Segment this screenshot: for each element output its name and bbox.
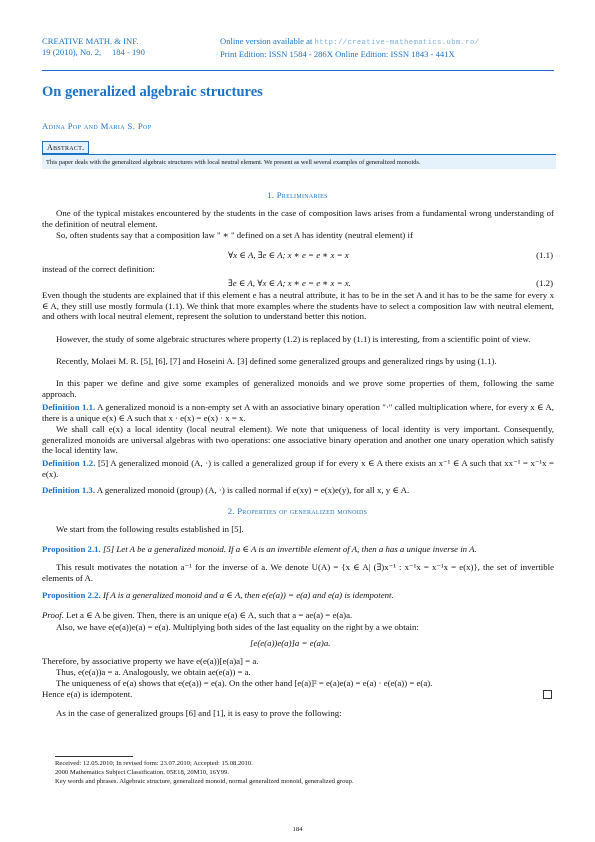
proposition-text: If A is a generalized monoid and a ∈ A, then e(e(a)) = e(a) and e(a) is idempotent. bbox=[102, 590, 394, 600]
abstract-text: This paper deals with the generalized algebraic structures with local neutral element. We present as well several examples of generalized monoids. bbox=[42, 154, 556, 169]
online-label: Online version available at bbox=[220, 36, 313, 46]
proof-line bbox=[42, 610, 554, 621]
paragraph: One of the typical mistakes encountered by the students in the case of composition laws arises from a fundamental wrong understanding of the definition of neutral element. bbox=[42, 208, 554, 229]
definition-text: A generalized monoid is a non-empty set A with an associative binary operation "·" called multiplication where, for every x ∈ A, there is a unique e(x) ∈ A such that x · e(x) = e(x) · x = x. bbox=[42, 402, 554, 423]
proposition-label: Proposition 2.1. bbox=[42, 544, 101, 554]
definition-text: A generalized monoid (group) (A, ·) is called normal if e(xy) = e(x)e(y), for all x, y ∈ A. bbox=[96, 485, 410, 495]
definition-label: Definition 1.1. bbox=[42, 402, 96, 412]
footnote-rule bbox=[55, 756, 133, 757]
journal-info bbox=[42, 36, 222, 58]
footnote-msc: 2000 Mathematics Subject Classification. 05E18, 20M10, 16Y99. bbox=[55, 769, 229, 776]
online-url-link[interactable]: http://creative-mathematics.ubm.ro/ bbox=[314, 39, 480, 47]
paragraph: This result motivates the notation a⁻¹ for the inverse of a. We denote U(A) = {x ∈ A| (∃)x⁻¹ : x⁻¹x = x⁻¹x = e(x)}, the set of invertible elements of A. bbox=[42, 562, 554, 583]
page-number: 184 bbox=[292, 826, 303, 833]
paragraph: We start from the following results established in [5]. bbox=[56, 524, 244, 534]
authors: Adina Pop and Maria S. Pop bbox=[42, 121, 152, 131]
section-heading-properties: 2. Properties of generalized monoids bbox=[227, 506, 368, 516]
section-heading-preliminaries: 1. Preliminaries bbox=[267, 190, 328, 200]
journal-header bbox=[42, 36, 554, 71]
proof-line: Also, we have e(e(a))e(a) = e(a). Multiplying both sides of the last equality on the right by a we obtain: bbox=[56, 622, 419, 632]
equation-number: (1.2) bbox=[536, 278, 553, 288]
proof-line: Therefore, by associative property we have e(e(a))[e(a)a] = a. bbox=[42, 656, 259, 666]
proof-text: Let a ∈ A be given. Then, there is an unique e(a) ∈ A, such that a = ae(a) = e(a)a. bbox=[66, 610, 353, 620]
paragraph: As in the case of generalized groups [6] and [1], it is easy to prove the following: bbox=[56, 708, 342, 718]
paragraph: So, often students say that a composition law " ∗ " defined on a set A has identity (neutral element) if bbox=[56, 230, 413, 240]
equation-1-2: ∃e ∈ A, ∀x ∈ A; x ∗ e = e ∗ x = x. bbox=[228, 278, 351, 288]
proof-label: Proof. bbox=[42, 610, 64, 620]
equation-1-1: ∀x ∈ A, ∃e ∈ A; x ∗ e = e ∗ x = x bbox=[228, 250, 349, 260]
proposition-text: [5] Let A be a generalized monoid. If a ∈ A is an invertible element of A, then a has a unique inverse in A. bbox=[102, 544, 477, 554]
journal-name: CREATIVE MATH. & INF. bbox=[42, 36, 139, 46]
proof-line: Hence e(a) is idempotent. bbox=[42, 689, 133, 699]
abstract-label: Abstract. bbox=[42, 141, 89, 154]
proposition-2-1 bbox=[42, 544, 554, 555]
paragraph: However, the study of some algebraic structures where property (1.2) is replaced by (1.1) is interesting, from a scientific point of view. bbox=[56, 334, 531, 344]
proof-line: The uniqueness of e(a) shows that e(e(a)) = e(a). On the other hand [e(a)]² = e(a)e(a) = e(a) · e(e(a)) = e(a). bbox=[56, 678, 433, 688]
definition-label: Definition 1.2. bbox=[42, 458, 96, 468]
edition-info bbox=[220, 36, 560, 60]
print-edition: Print Edition: ISSN 1584 - 286X Online Edition: ISSN 1843 - 441X bbox=[220, 49, 455, 59]
footnote-keywords: Key words and phrases. Algebraic structure, generalized monoid, normal generalized monoid, generalized group. bbox=[55, 778, 354, 785]
proposition-label: Proposition 2.2. bbox=[42, 590, 101, 600]
paragraph: We shall call e(x) a local identity (local neutral element). We note that uniqueness of local identity is very important. Consequently, generalized monoids are universal algebras with two operations: one associative binary operation and another one unary operation which satisfy the local identity law. bbox=[42, 424, 554, 456]
definition-text: [5] A generalized monoid (A, ·) is called a generalized group if for every x ∈ A there exists an x⁻¹ ∈ A such that xx⁻¹ = x⁻¹x = e(x). bbox=[42, 458, 555, 479]
journal-volume: 19 (2010), No. 2, bbox=[42, 47, 102, 57]
equation-number: (1.1) bbox=[536, 250, 553, 260]
proof-equation: [e(e(a))e(a)]a = e(a)a. bbox=[250, 638, 331, 648]
journal-pages: 184 - 190 bbox=[111, 47, 145, 57]
paragraph: Recently, Molaei M. R. [5], [6], [7] and Hoseini A. [3] defined some generalized groups and generalized rings by using (1.1). bbox=[56, 356, 497, 366]
paper-title: On generalized algebraic structures bbox=[42, 84, 263, 100]
definition-1-1 bbox=[42, 402, 554, 423]
paragraph: instead of the correct definition: bbox=[42, 264, 155, 274]
definition-label: Definition 1.3. bbox=[42, 485, 96, 495]
definition-1-2 bbox=[42, 458, 554, 479]
paragraph: Even though the students are explained that if this element e has a neutral attribute, it has to be in the set A and it has to be the same for every x ∈ A, they still use mostly formula (1.1). We think that more examples where the students have to select a composition law with neutral element, and others with local neutral element, represent the solution to understand better this notion. bbox=[42, 290, 554, 322]
footnote-received: Received: 12.05.2010; In revised form: 23.07.2010; Accepted: 15.08.2010. bbox=[55, 760, 253, 767]
proof-line: Thus, e(e(a))a = a. Analogously, we obtain ae(e(a)) = a. bbox=[56, 667, 251, 677]
qed-square-icon bbox=[543, 690, 552, 699]
proposition-2-2 bbox=[42, 590, 554, 601]
paragraph: In this paper we define and give some examples of generalized monoids and we prove some properties of them, following the same approach. bbox=[42, 378, 554, 399]
definition-1-3 bbox=[42, 485, 554, 496]
